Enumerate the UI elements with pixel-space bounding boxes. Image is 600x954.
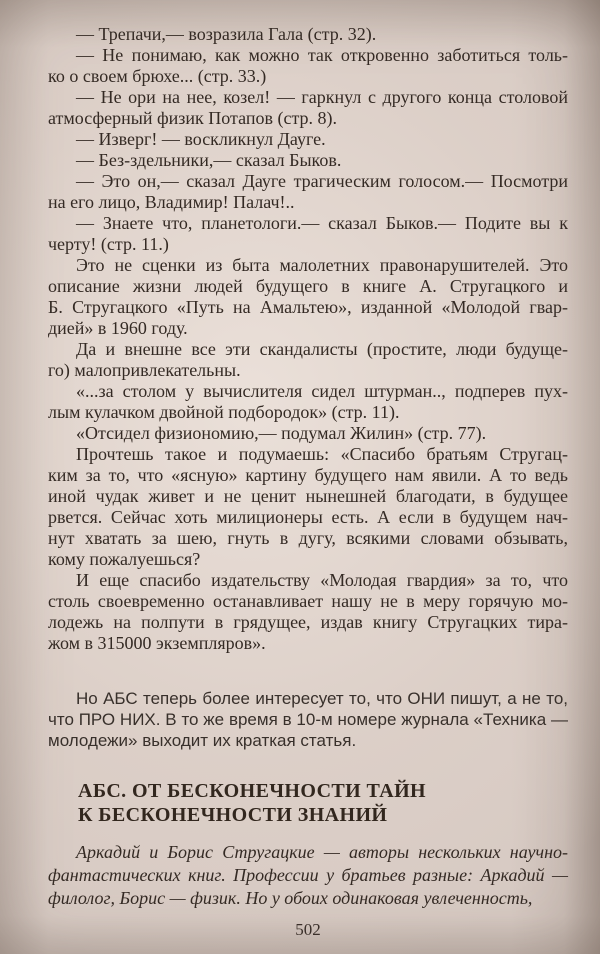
text-line: — Знаете что, планетологи.— сказал Быков.— Подите вы к xyxy=(76,213,568,233)
editorial-note xyxy=(48,688,568,751)
dialog-paragraph xyxy=(48,150,568,171)
text-line: Но АБС теперь более интересует то, что ОНИ пишут, а не то, xyxy=(76,689,568,708)
text-line: — Не понимаю, как можно так откровенно заботиться толь- xyxy=(76,45,568,65)
text-line: кому пожалуешься? xyxy=(48,549,201,569)
text-line: атмосферный физик Потапов (стр. 8). xyxy=(48,108,338,128)
text-line: черту! (стр. 11.) xyxy=(48,234,169,254)
text-line: — Без-здельники,— сказал Быков. xyxy=(76,150,342,170)
text-line: молодежи» выходит их краткая статья. xyxy=(48,731,357,750)
dialog-paragraph xyxy=(48,171,568,213)
text-line: нут хватать за шею, гнуть в дугу, всякими словами обзывать, xyxy=(48,528,568,548)
text-line: филолог, Борис — физик. Но у обоих одинаковая увлеченность, xyxy=(48,888,533,908)
text-line: жом в 315000 экземпляров». xyxy=(48,633,266,653)
quote-paragraph xyxy=(48,381,568,423)
text-line: рвется. Сейчас хоть милиционеры есть. А если в будущем нач- xyxy=(48,507,568,527)
text-line: Да и внешне все эти скандалисты (простите, люди будуще- xyxy=(76,339,568,359)
commentary-paragraph xyxy=(48,444,568,570)
section-heading xyxy=(48,779,568,827)
text-line: И еще спасибо издательству «Молодая гвардия» за то, что xyxy=(76,570,568,590)
text-line: Прочтешь такое и подумаешь: «Спасибо братьям Стругац- xyxy=(76,444,568,464)
dialog-paragraph xyxy=(48,129,568,150)
text-line: «Отсидел физиономию,— подумал Жилин» (стр. 77). xyxy=(76,423,487,443)
text-line: — Это он,— сказал Дауге трагическим голосом.— Посмотри xyxy=(76,171,568,191)
heading-line: К БЕСКОНЕЧНОСТИ ЗНАНИЙ xyxy=(78,804,388,826)
body-text xyxy=(48,24,568,654)
text-line: столь своевременно останавливает нашу не в меру горячую мо- xyxy=(48,591,568,611)
text-line: лодежь на полпути в грядущее, издав книгу Стругацких тира- xyxy=(48,612,568,632)
quote-paragraph xyxy=(48,423,568,444)
text-line: ко о своем брюхе... (стр. 33.) xyxy=(48,66,267,86)
text-line: лым кулачком двойной подбородок» (стр. 11). xyxy=(48,402,400,422)
text-line: Это не сценки из быта малолетних правонарушителей. Это xyxy=(76,255,568,275)
text-line: — Не ори на нее, козел! — гаркнул с другого конца столовой xyxy=(76,87,568,107)
text-line: дией» в 1960 году. xyxy=(48,318,188,338)
text-line: — Трепачи,— возразила Гала (стр. 32). xyxy=(76,24,377,44)
dialog-paragraph xyxy=(48,87,568,129)
commentary-paragraph xyxy=(48,339,568,381)
commentary-paragraph xyxy=(48,255,568,339)
text-line: что ПРО НИХ. В то же время в 10-м номере журнала «Техника — xyxy=(48,710,568,729)
text-line: го) малопривлекательны. xyxy=(48,360,241,380)
dialog-paragraph xyxy=(48,45,568,87)
text-line: описание жизни людей будущего в книге А. Стругацкого и xyxy=(48,276,568,296)
text-line: Аркадий и Борис Стругацкие — авторы нескольких научно- xyxy=(76,842,568,862)
text-line: — Изверг! — воскликнул Дауге. xyxy=(76,129,326,149)
text-line: на его лицо, Владимир! Палач!.. xyxy=(48,192,295,212)
dialog-paragraph xyxy=(48,24,568,45)
text-line: Б. Стругацкого «Путь на Амальтею», изданной «Молодой гвар- xyxy=(48,297,568,317)
heading-line: АБС. ОТ БЕСКОНЕЧНОСТИ ТАЙН xyxy=(78,780,427,802)
text-line: «...за столом у вычислителя сидел штурман.., подперев пух- xyxy=(76,381,568,401)
lead-paragraph xyxy=(48,841,568,910)
text-line: иной чудак живет и не ценит нынешней благодати, в будущее xyxy=(48,486,568,506)
dialog-paragraph xyxy=(48,213,568,255)
text-line: ким за то, что «ясную» картину будущего нам явили. А то ведь xyxy=(48,465,568,485)
commentary-paragraph xyxy=(48,570,568,654)
text-line: фантастических книг. Профессии у братьев разные: Аркадий — xyxy=(48,865,568,885)
page-number: 502 xyxy=(295,920,321,939)
